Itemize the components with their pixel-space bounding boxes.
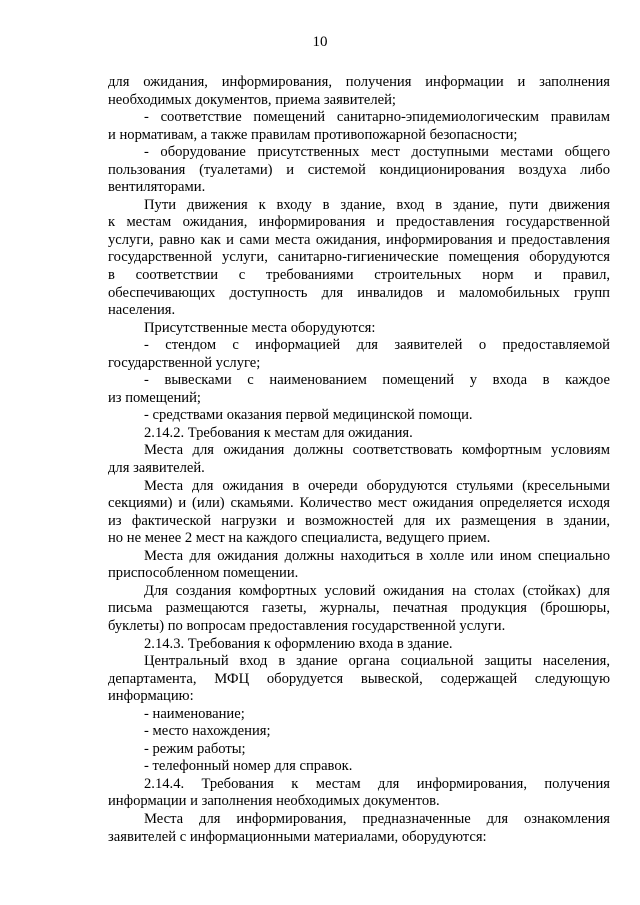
text-line: департамента, МФЦ оборудуется вывеской, содержащей следующую	[108, 670, 610, 687]
text-line: государственной услуги, санитарно-гигиенические помещения оборудуются	[108, 249, 610, 266]
text-line: Присутственные места оборудуются:	[144, 319, 376, 336]
text-line: вентиляторами.	[108, 179, 206, 196]
text-line: для заявителей.	[108, 460, 205, 477]
text-line: для ожидания, информирования, получения информации и заполнения	[108, 74, 610, 90]
text-line: письма размещаются газеты, журналы, печатная продукция (брошюры,	[108, 600, 610, 617]
text-line: из помещений;	[108, 389, 201, 406]
text-line: к местам ожидания, информирования и предоставления государственной	[108, 214, 610, 231]
text-line: - соответствие помещений санитарно-эпидемиологическим правилам	[144, 109, 610, 126]
text-line: - средствами оказания первой медицинской помощи.	[144, 407, 473, 424]
page-number: 10	[312, 34, 328, 50]
text-line: Места для ожидания должны находиться в холле или ином специально	[144, 547, 610, 564]
text-line: буклеты) по вопросам предоставления государственной услуги.	[108, 617, 506, 634]
text-line: из фактической нагрузки и возможностей для их размещения в здании,	[108, 512, 610, 529]
text-line: - наименование;	[144, 705, 245, 722]
text-line: - вывесками с наименованием помещений у входа в каждое	[144, 372, 610, 389]
text-line: приспособленном помещении.	[108, 565, 299, 582]
text-line: 2.14.4. Требования к местам для информирования, получения	[144, 775, 610, 792]
text-line: - место нахождения;	[144, 723, 271, 740]
text-line: пользования (туалетами) и системой кондиционирования воздуха либо	[108, 161, 610, 178]
text-line: населения.	[108, 302, 176, 319]
text-line: информации и заполнения необходимых документов.	[108, 793, 440, 810]
text-line: но не менее 2 мест на каждого специалиста, ведущего прием.	[108, 530, 491, 547]
text-line: обеспечивающих доступность для инвалидов и маломобильных групп	[108, 284, 610, 301]
text-line: государственной услуге;	[108, 354, 261, 371]
text-line: 2.14.2. Требования к местам для ожидания.	[144, 424, 413, 441]
text-line: - телефонный номер для справок.	[144, 758, 353, 775]
text-line: Центральный вход в здание органа социальной защиты населения,	[144, 653, 610, 670]
text-line: услуги, равно как и сами места ожидания, информирования и предоставления	[108, 231, 610, 248]
text-line: Пути движения к входу в здание, вход в здание, пути движения	[144, 196, 610, 213]
text-line: информацию:	[108, 688, 194, 705]
text-line: в соответствии с требованиями строительных норм и правил,	[108, 267, 610, 284]
text-line: - стендом с информацией для заявителей о предоставляемой	[144, 337, 610, 354]
text-line: - оборудование присутственных мест доступными местами общего	[144, 144, 610, 161]
text-line: Места для ожидания в очереди оборудуются стульями (кресельными	[144, 477, 610, 494]
text-line: заявителей с информационными материалами, оборудуются:	[108, 828, 487, 845]
text-line: Места для информирования, предназначенные для ознакомления	[144, 810, 610, 827]
text-line: Для создания комфортных условий ожидания на столах (стойках) для	[144, 582, 610, 599]
text-line: 2.14.3. Требования к оформлению входа в здание.	[144, 635, 453, 652]
text-line: Места для ожидания должны соответствовать комфортным условиям	[144, 442, 610, 459]
text-line: секциями) и (или) скамьями. Количество мест ожидания определяется исходя	[108, 495, 610, 512]
text-line: и нормативам, а также правилам противопожарной безопасности;	[108, 126, 518, 143]
document-body	[108, 74, 610, 846]
text-line: - режим работы;	[144, 740, 246, 757]
text-line: необходимых документов, приема заявителей;	[108, 91, 396, 108]
